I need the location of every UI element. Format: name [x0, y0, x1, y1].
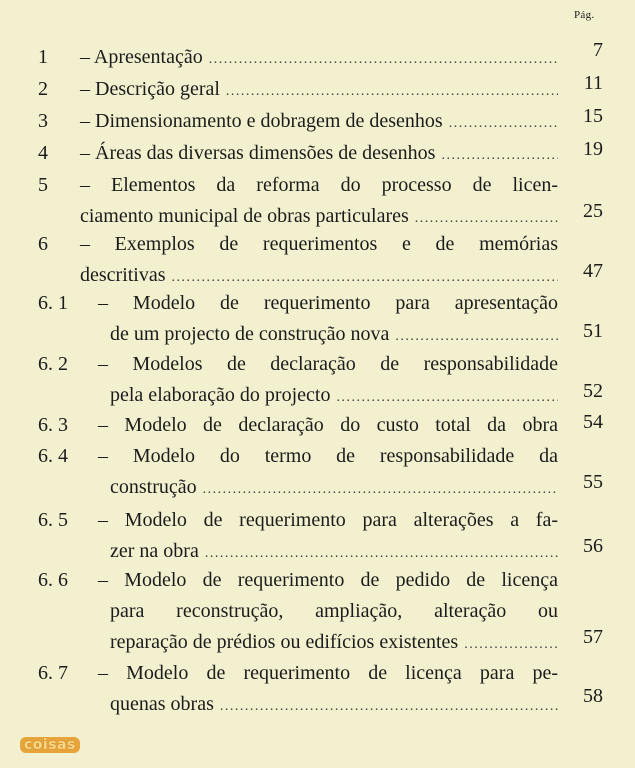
entry-number: 6. 7 — [38, 662, 68, 684]
entry-title-line: – Modelo de requerimento de pedido de licença — [98, 569, 558, 591]
watermark-logo: coisas — [20, 737, 80, 753]
entry-number: 6. 5 — [38, 509, 68, 531]
entry-title-line: – Apresentação ..... — [80, 42, 558, 75]
dot-leader — [336, 382, 558, 413]
entry-title-line: – Dimensionamento e dobragem de desenhos ..... — [80, 106, 558, 139]
dot-leader — [220, 691, 558, 722]
entry-title-line: – Modelo de requerimento para alterações a fa- — [98, 509, 558, 531]
entry-title-line: construção ..... — [110, 472, 558, 505]
entry-title-line: – Modelo de requerimento de licença para pe- — [98, 662, 558, 684]
entry-number: 6. 3 — [38, 414, 68, 436]
entry-page-number: 11 — [583, 72, 603, 94]
entry-title-line: ciamento municipal de obras particulares ..... — [80, 201, 558, 234]
dot-leader — [449, 108, 558, 139]
entry-number: 1 — [38, 46, 48, 68]
entry-page-number: 19 — [583, 138, 603, 160]
entry-page-number: 51 — [583, 320, 603, 342]
dot-leader — [226, 76, 558, 107]
dot-leader — [464, 629, 558, 660]
page-column-label: Pág. — [574, 9, 595, 21]
entry-title-line: – Modelos de declaração de responsabilidade — [98, 353, 558, 375]
entry-page-number: 57 — [583, 626, 603, 648]
entry-title-line: – Áreas das diversas dimensões de desenhos ..... — [80, 138, 558, 171]
entry-number: 3 — [38, 110, 48, 132]
entry-title-line: – Descrição geral ..... — [80, 74, 558, 107]
entry-title-line: descritivas ..... — [80, 260, 558, 293]
entry-title-line: zer na obra ..... — [110, 536, 558, 569]
entry-number: 2 — [38, 78, 48, 100]
entry-title-line: quenas obras ..... — [110, 689, 558, 722]
entry-title-line: – Modelo do termo de responsabilidade da — [98, 445, 558, 467]
entry-page-number: 25 — [583, 200, 603, 222]
entry-title-line: – Modelo de declaração do custo total da obra — [98, 414, 558, 436]
entry-number: 5 — [38, 174, 48, 196]
entry-number: 6. 4 — [38, 445, 68, 467]
entry-page-number: 52 — [583, 380, 603, 402]
entry-title-line: de um projecto de construção nova ..... — [110, 319, 558, 352]
entry-page-number: 15 — [583, 105, 603, 127]
entry-title-line: reparação de prédios ou edifícios existentes ..... — [110, 627, 558, 660]
entry-number: 6. 2 — [38, 353, 68, 375]
dot-leader — [395, 321, 558, 352]
dot-leader — [441, 140, 558, 171]
entry-number: 6. 1 — [38, 292, 68, 314]
dot-leader — [203, 474, 558, 505]
entry-number: 6. 6 — [38, 569, 68, 591]
entry-page-number: 55 — [583, 471, 603, 493]
entry-title-line: – Modelo de requerimento para apresentação — [98, 292, 558, 314]
entry-page-number: 47 — [583, 260, 603, 282]
entry-number: 6 — [38, 233, 48, 255]
entry-page-number: 7 — [593, 39, 603, 61]
entry-page-number: 56 — [583, 535, 603, 557]
entry-title-line: – Exemplos de requerimentos e de memórias — [80, 233, 558, 255]
entry-title-line: para reconstrução, ampliação, alteração ou — [110, 600, 558, 622]
entry-number: 4 — [38, 142, 48, 164]
entry-title-line: – Elementos da reforma do processo de licen- — [80, 174, 558, 196]
entry-page-number: 54 — [583, 411, 603, 433]
entry-title-line: pela elaboração do projecto ..... — [110, 380, 558, 413]
dot-leader — [209, 44, 558, 75]
entry-page-number: 58 — [583, 685, 603, 707]
